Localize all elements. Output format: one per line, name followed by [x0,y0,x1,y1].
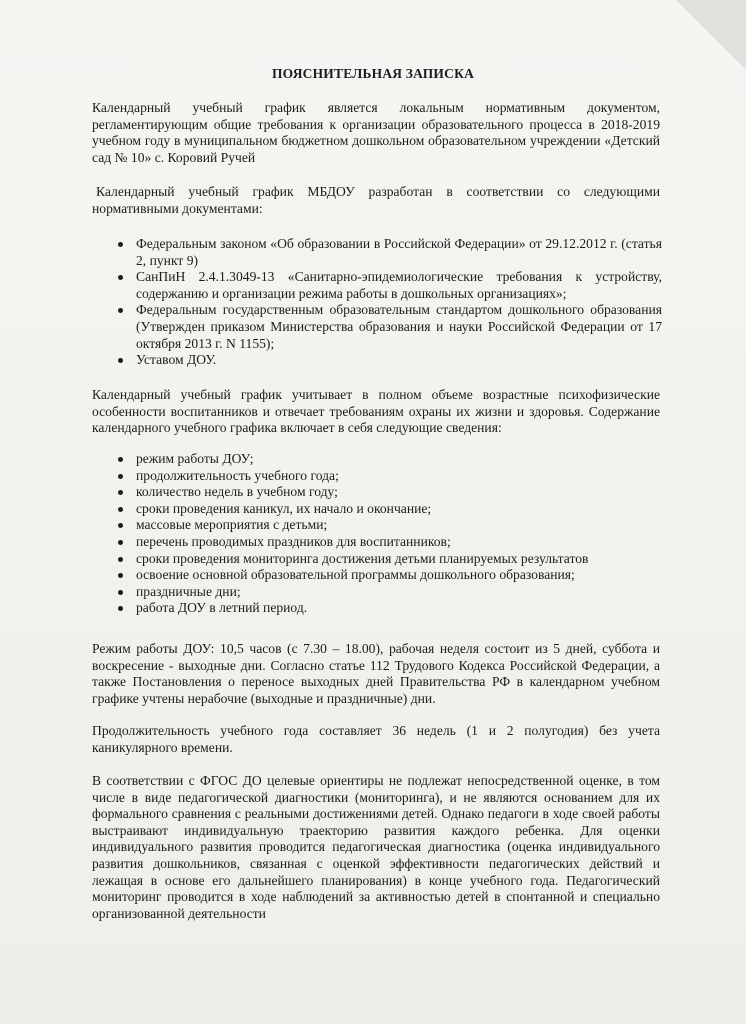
list-item: Уставом ДОУ. [106,352,662,369]
regulations-paragraph: Календарный учебный график МБДОУ разработан в соответствии со следующими нормативными документами: [92,184,660,216]
duration-paragraph: Продолжительность учебного года составляет 36 недель (1 и 2 полугодия) без учета каникулярного времени. [92,723,660,755]
list-item: работа ДОУ в летний период. [106,600,662,617]
schedule-paragraph: Режим работы ДОУ: 10,5 часов (с 7.30 – 18.00), рабочая неделя состоит из 5 дней, суббота и воскресение - выходные дни. Согласно статье 112 Трудового Кодекса Российской Федерации, а также Постановления о переносе выходных дней Правительства РФ в календарном учебном графике учтены нерабочие (выходные и праздничные) дни. [92,641,660,706]
monitoring-paragraph: В соответствии с ФГОС ДО целевые ориентиры не подлежат непосредственной оценке, в том числе в виде педагогической диагностики (мониторинга), и не являются основанием для их формального сравнения с реальными достижениями детей. Однако педагоги в ходе своей работы выстраивают индивидуальную траекторию развития каждого ребенка. Для оценки индивидуального развития проводится педагогическая диагностика (оценка индивидуального развития дошкольников, связанная с оценкой эффективности педагогических действий и лежащая в основе его дальнейшего планирования) в конце учебного года. Педагогический мониторинг проводится в ходе наблюдений за активностью детей в спонтанной и специально организованной деятельности [92,773,660,921]
list-item: Федеральным законом «Об образовании в Российской Федерации» от 29.12.2012 г. (статья 2, пункт 9) [106,236,662,269]
list-item: СанПиН 2.4.1.3049-13 «Санитарно-эпидемиологические требования к устройству, содержанию и организации режима работы в дошкольных организациях»; [106,269,662,302]
list-item: Федеральным государственным образовательным стандартом дошкольного образования (Утвержден приказом Министерства образования и науки Российской Федерации от 17 октября 2013 г. N 1155); [106,302,662,352]
list-item: праздничные дни; [106,584,662,601]
list-item: режим работы ДОУ; [106,451,662,468]
contents-paragraph: Календарный учебный график учитывает в полном объеме возрастные психофизические особенности воспитанников и отвечает требованиям охраны их жизни и здоровья. Содержание календарного учебного графика включает в себя следующие сведения: [92,387,660,436]
list-item: перечень проводимых праздников для воспитанников; [106,534,662,551]
regulations-list [106,236,662,369]
intro-paragraph: Календарный учебный график является локальным нормативным документом, регламентирующим общие требования к организации образовательного процесса в 2018-2019 учебном году в муниципальном бюджетном дошкольном образовательном учреждении «Детский сад № 10» с. Коровий Ручей [92,100,660,165]
list-item: освоение основной образовательной программы дошкольного образования; [106,567,662,584]
document-title: ПОЯСНИТЕЛЬНАЯ ЗАПИСКА [271,66,475,81]
list-item: сроки проведения каникул, их начало и окончание; [106,501,662,518]
list-item: количество недель в учебном году; [106,484,662,501]
page-corner-fold [676,0,746,70]
list-item: сроки проведения мониторинга достижения детьми планируемых результатов [106,551,662,568]
list-item: продолжительность учебного года; [106,468,662,485]
contents-list [106,451,662,617]
list-item: массовые мероприятия с детьми; [106,517,662,534]
